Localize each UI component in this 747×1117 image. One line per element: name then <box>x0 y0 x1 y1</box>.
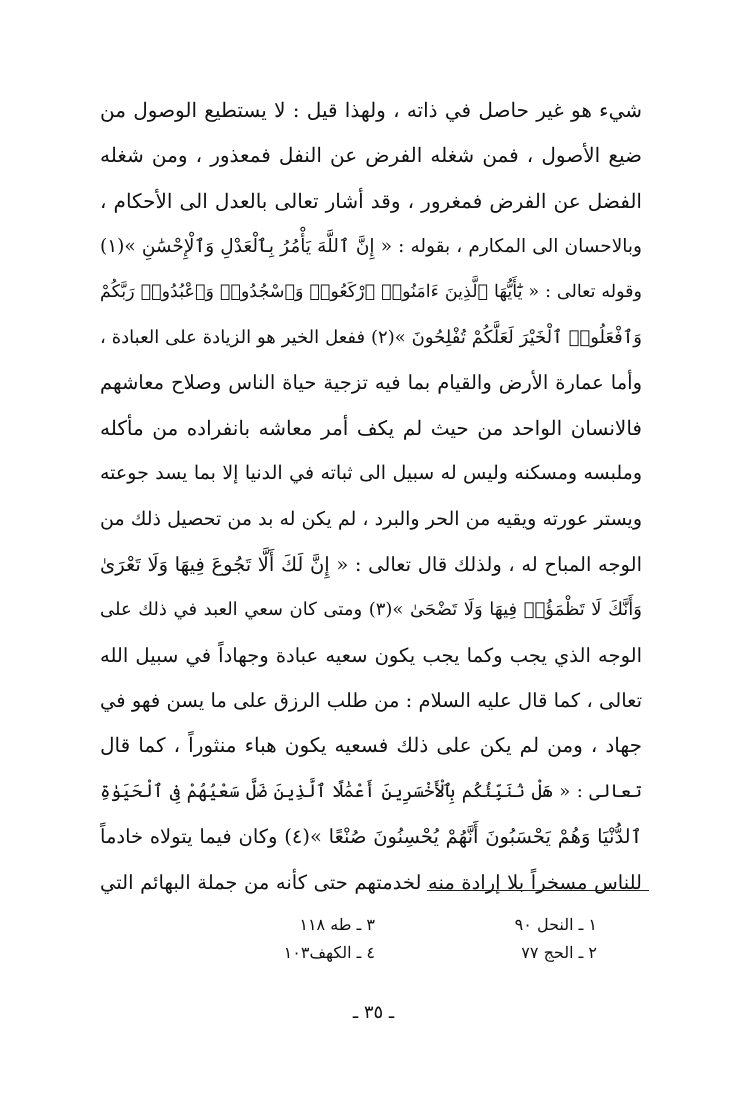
text-line: تعالى : « هَلْ نُنَبِّئُكُم بِٱلْأَخْسَرِينَ أَعْمَٰلًا ٱلَّذِينَ ضَلَّ سَعْيُهُمْ فِى ٱلْحَيَوٰةِ <box>100 780 642 802</box>
body-text <box>100 88 642 905</box>
text-line: وقوله تعالى : « يَٰٓأَيُّهَا ٱلَّذِينَ ءَامَنُوا۟ ٱرْكَعُوا۟ وَٱسْجُدُوا۟ وَٱعْبُدُوا۟ رَبَّكُمْ <box>100 281 642 302</box>
footnote-3: ٣ ـ طه ١١٨ <box>299 915 375 934</box>
text-line: وبالاحسان الى المكارم ، بقوله : « إِنَّ ٱللَّهَ يَأْمُرُ بِٱلْعَدْلِ وَٱلْإِحْسَٰنِ »(١) <box>100 236 642 258</box>
text-line: للناس مسخراً بلا إرادة منه لخدمتهم حتى كأنه من جملة البهائم التي <box>100 870 642 894</box>
footnote-separator <box>427 890 649 891</box>
text-line: ٱلدُّنْيَا وَهُمْ يَحْسَبُونَ أَنَّهُمْ يُحْسِنُونَ صُنْعًا »(٤) وكان فيما يتولاه خادماً <box>100 825 642 849</box>
text-line: الوجه المباح له ، ولذلك قال تعالى : « إِنَّ لَكَ أَلَّا تَجُوعَ فِيهَا وَلَا تَعْرَىٰ <box>100 552 642 576</box>
text-line: وملبسه ومسكنه وليس له سبيل الى ثباته في الدنيا إلا بما يسد جوعته <box>100 462 642 485</box>
text-line: جهاد ، ومن لم يكن على ذلك فسعيه يكون هباء منثوراً ، كما قال <box>100 733 642 758</box>
footnote-1: ١ ـ النحل ٩٠ <box>514 915 597 934</box>
text-line: وَٱفْعَلُوا۟ ٱلْخَيْرَ لَعَلَّكُمْ تُفْلِحُونَ »(٢) ففعل الخير هو الزيادة على العبادة ، <box>100 326 642 348</box>
text-line: ضيع الأصول ، فمن شغله الفرض عن النفل فمعذور ، ومن شغله <box>100 143 642 168</box>
text-line: ويستر عورته ويقيه من الحر والبرد ، لم يكن له بد من تحصيل ذلك من <box>100 507 642 530</box>
footnote-4: ٤ ـ الكهف١٠٣ <box>283 943 375 962</box>
text-line: وأما عمارة الأرض والقيام بما فيه تزجية حياة الناس وصلاح معاشهم <box>100 371 642 395</box>
text-line: الوجه الذي يجب وكما يجب يكون سعيه عبادة وجهاداً في سبيل الله <box>100 643 642 667</box>
text-line: وَأَنَّكَ لَا تَظْمَؤُا۟ فِيهَا وَلَا تَضْحَىٰ »(٣) ومتى كان سعي العبد في ذلك على <box>100 599 642 621</box>
text-line: الفضل عن الفرض فمغرور ، وقد أشار تعالى بالعدل الى الأحكام ، <box>100 188 642 213</box>
page-number: ـ ٣٥ ـ <box>352 1002 395 1023</box>
footnote-2: ٢ ـ الحج ٧٧ <box>521 943 597 962</box>
text-line: فالانسان الواحد من حيث لم يكف أمر معاشه بانفراده من مأكله <box>100 415 642 440</box>
text-line: تعالى ، كما قال عليه السلام : من طلب الرزق على ما يسن فهو في <box>100 689 642 713</box>
text-line: شيء هو غير حاصل في ذاته ، ولهذا قيل : لا يستطيع الوصول من <box>100 98 642 122</box>
